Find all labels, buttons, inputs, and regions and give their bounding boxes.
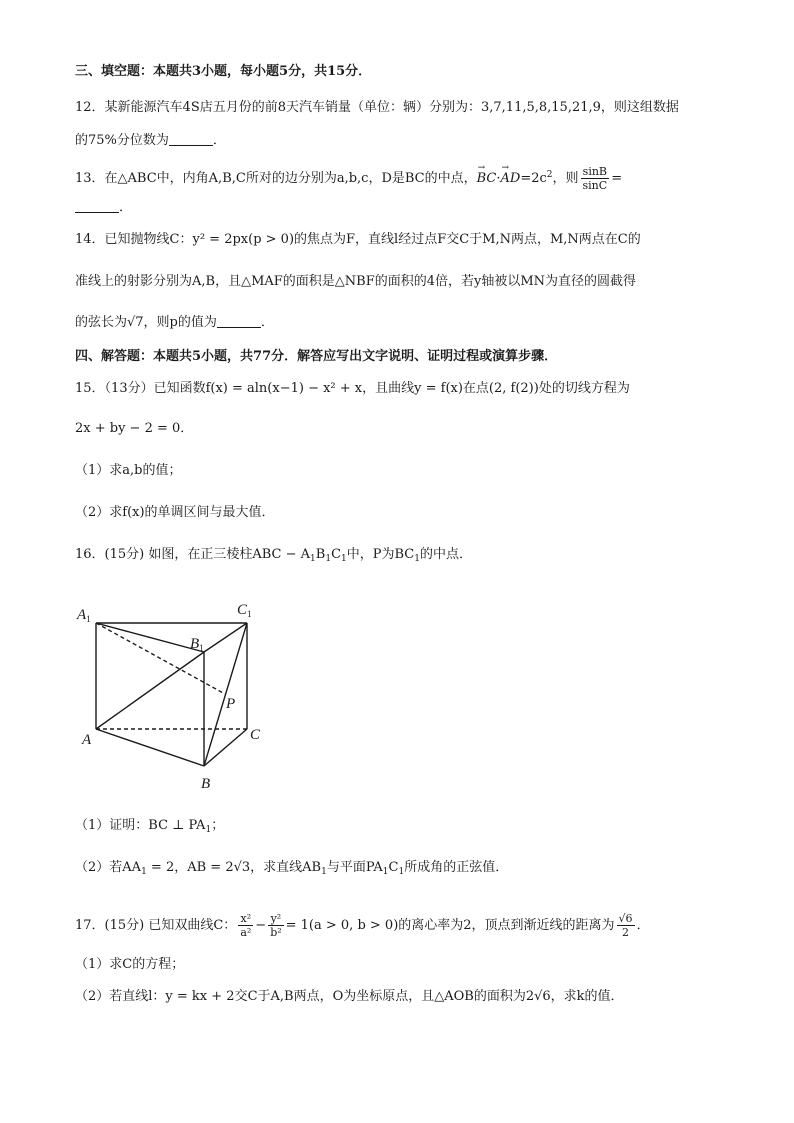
frac-num: y²	[268, 912, 283, 926]
vector-bc: → BC	[477, 170, 497, 188]
q14-end: ．	[260, 315, 274, 330]
q16-p2-end: 所成角的正弦值．	[404, 860, 509, 875]
subscript: 1	[205, 825, 212, 835]
q14-line3	[75, 314, 274, 332]
section-3-title: 三、填空题：本题共3小题，每小题5分，共15分．	[75, 64, 372, 79]
q13-eq: =2c	[520, 171, 547, 186]
q16-p2-c: C	[388, 860, 399, 875]
q15-part1: （1）求a,b的值；	[75, 463, 182, 478]
fraction-sin	[581, 165, 610, 192]
subscript: 1	[341, 554, 347, 564]
edge-b1c1	[204, 623, 247, 652]
q12-end: ．	[212, 133, 226, 148]
subscript: 1	[141, 867, 147, 877]
fraction-sqrt6	[617, 912, 635, 939]
vector-ad: → AD	[501, 170, 521, 188]
edge-a1b1	[96, 623, 204, 652]
subscript: 1	[310, 554, 316, 564]
q14-line2: 准线上的射影分别为A,B，且△MAF的面积是△NBF的面积的4倍，若y轴被以MN为直径的圆截得	[75, 274, 637, 289]
q16-p2-text2: = 2，AB = 2√3，求直线AB	[146, 860, 322, 875]
q15-part2: （2）求f(x)的单调区间与最大值．	[75, 505, 275, 520]
q13-line1	[75, 165, 622, 192]
q15-line2: 2x + by − 2 = 0．	[75, 421, 194, 436]
frac-num: √6	[618, 912, 633, 925]
q13-sq: 2	[546, 170, 553, 180]
section-4-title: 四、解答题：本题共5小题，共77分．解答应写出文字说明、证明过程或演算步骤．	[75, 349, 558, 364]
edge-ab	[96, 729, 204, 766]
frac-den: a²	[240, 926, 252, 939]
q17-part2: （2）若直线l：y = kx + 2交C于A,B两点，O为坐标原点，且△AOB的面积为2√6，求k的值．	[75, 989, 624, 1004]
prism-figure	[72, 596, 272, 796]
label-a: A	[82, 732, 92, 748]
subscript: 1	[325, 554, 332, 564]
answer-blank	[75, 200, 119, 213]
label-a1: $A_1$	[77, 607, 91, 624]
minus-op: −	[255, 918, 267, 933]
q13-line2	[75, 199, 132, 217]
q16-text3: 的中点．	[420, 547, 473, 562]
subscript: 1	[414, 554, 420, 564]
subscript: 1	[321, 867, 327, 877]
q13-eq2: =	[611, 171, 623, 186]
label-c1: $C_1$	[237, 602, 252, 619]
frac-den: 2	[622, 926, 630, 939]
frac-den: b²	[270, 926, 282, 939]
answer-blank	[217, 315, 261, 328]
q13-text: 13．在△ABC中，内角A,B,C所对的边分别为a,b,c，D是BC的中点，	[75, 171, 477, 186]
q16-b: B	[315, 547, 326, 562]
subscript: 1	[382, 867, 389, 877]
q12-line1: 12．某新能源汽车4S店五月份的前8天汽车销量（单位：辆）分别为：3,7,11,5,8,15,21,9，则这组数据	[75, 100, 679, 115]
q17-end: ．	[636, 918, 650, 933]
q17-part1: （1）求C的方程；	[75, 957, 185, 972]
q13-then: ，则	[552, 171, 579, 186]
subscript: 1	[398, 867, 405, 877]
q16-part2	[75, 859, 508, 881]
q17-line1	[75, 912, 650, 939]
q16-line1	[75, 546, 472, 568]
q16-part1	[75, 817, 224, 839]
edge-bc1	[204, 623, 247, 766]
q12-line2	[75, 132, 226, 150]
edge-ab1	[96, 652, 204, 729]
frac-num: x²	[238, 912, 253, 926]
q17-text: 17．(15分) 已知双曲线C：	[75, 918, 237, 933]
q15-line1: 15．（13分）已知函数f(x) = aln(x−1) − x² + x，且曲线y = f(x)在点(2, f(2))处的切线方程为	[75, 381, 630, 396]
q16-p2-text: （2）若AA	[75, 860, 142, 875]
q16-text2: 中，P为BC	[346, 547, 415, 562]
label-b: B	[201, 776, 211, 792]
frac-num: sinB	[581, 165, 610, 179]
label-c: C	[250, 727, 261, 743]
q14-line1: 14．已知抛物线C：y² = 2px(p > 0)的焦点为F，直线l经过点F交C于M,N两点，M,N两点在C的	[75, 232, 641, 247]
q12-text: 的75%分位数为	[75, 133, 169, 148]
q14-text: 的弦长为√7，则p的值为	[75, 315, 217, 330]
q17-text2: = 1(a > 0, b > 0)的离心率为2，顶点到渐近线的距离为	[285, 918, 615, 933]
q16-p2-text3: 与平面PA	[326, 860, 383, 875]
edge-bc	[204, 729, 247, 766]
fraction-x2a2	[238, 912, 253, 939]
dot-op: ·	[496, 171, 501, 186]
q13-end: ．	[119, 200, 133, 215]
fraction-y2b2	[268, 912, 283, 939]
q16-c: C	[331, 547, 342, 562]
q16-p1-text: （1）证明：BC ⊥ PA	[75, 818, 206, 833]
q16-p1-end: ；	[211, 818, 225, 833]
q16-text: 16．(15分) 如图，在正三棱柱ABC − A	[75, 547, 311, 562]
answer-blank	[169, 133, 213, 146]
frac-den: sinC	[582, 179, 608, 192]
label-p: P	[226, 696, 236, 712]
label-b1: $B_1$	[190, 636, 204, 653]
